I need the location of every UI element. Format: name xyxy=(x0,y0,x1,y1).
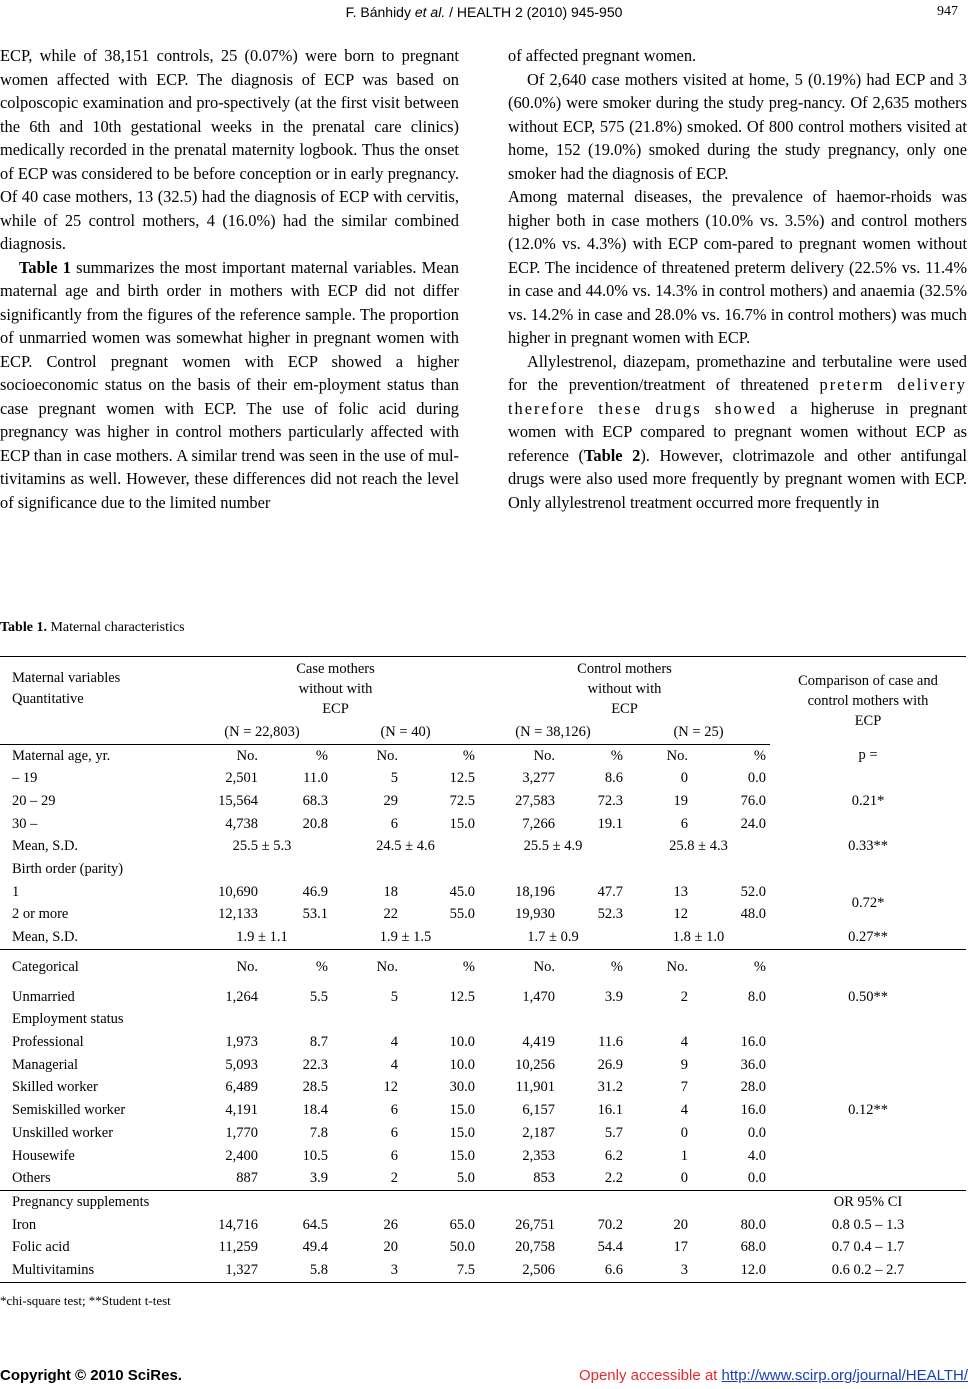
table-cell: 28.0 xyxy=(740,1079,766,1096)
left-paragraph-1: ECP, while of 38,151 controls, 25 (0.07%) were born to pregnant women affected with ECP. The diagnosis of ECP was based on colposcopic examination and pro-spectively (at the first visit between the 6th and 10th gestational weeks in the prenatal care clinics) medically recorded in the prenatal maternity logbook. Thus the onset of ECP was considered to be before conception or in early pregnancy. Of 40 case mothers, 13 (32.5) had the diagnosis of ECP with cervitis, while of 25 control mothers, 4 (16.0%) had the similar combined diagnosis. xyxy=(0,46,459,253)
table-cell: 76.0 xyxy=(740,792,766,809)
table-cell: 52.0 xyxy=(740,883,766,900)
row-label: Iron xyxy=(12,1216,37,1233)
header-case-line1: Case mothers xyxy=(296,661,375,677)
table-cell: 6.2 xyxy=(604,1147,623,1164)
table-cell: 0 xyxy=(680,1170,688,1187)
table-cell: 5 xyxy=(390,988,398,1005)
table-cell: 8.0 xyxy=(747,988,766,1005)
table-cell: 1,327 xyxy=(192,1259,262,1282)
table-cell: 18,196 xyxy=(515,883,555,900)
table-cell: 19.1 xyxy=(597,815,623,832)
empty-cell xyxy=(770,767,966,790)
table-cell: 14,716 xyxy=(218,1216,258,1233)
mean-sd: 1.8 ± 1.0 xyxy=(672,929,725,946)
row-label: Semiskilled worker xyxy=(12,1102,126,1119)
journal-link[interactable]: http://www.scirp.org/journal/HEALTH/ xyxy=(721,1367,968,1384)
table-cell: 2,187 xyxy=(522,1124,555,1141)
table-cell: 15.0 xyxy=(449,815,475,832)
table-cell: 1,470 xyxy=(522,988,555,1005)
table-cell: 6,489 xyxy=(225,1079,258,1096)
table-cell: 3,277 xyxy=(522,770,555,787)
table-cell: 20 xyxy=(383,1239,398,1256)
parity-mean-row xyxy=(0,926,966,949)
table-cell: 2 xyxy=(680,988,688,1005)
right-paragraph-3 xyxy=(508,350,967,515)
table-cell: 3.9 xyxy=(604,988,623,1005)
title-prefix: F. Bánhidy xyxy=(345,4,415,20)
table-cell: 3.9 xyxy=(309,1170,328,1187)
header-comp-line1: Comparison of case and xyxy=(798,672,938,689)
supplement-row xyxy=(0,1236,966,1259)
employment-label: Employment status xyxy=(12,1011,124,1028)
parity-p-value: 0.72* xyxy=(851,895,885,911)
table-cell: No. xyxy=(533,747,555,764)
age-p-value: 0.21* xyxy=(851,792,885,809)
table-cell: 29 xyxy=(383,792,398,809)
table-cell: 5.7 xyxy=(604,1124,623,1141)
table-cell: 49.4 xyxy=(302,1239,328,1256)
age-mean-row xyxy=(0,835,966,858)
n-control-without: (N = 38,126) xyxy=(479,721,627,744)
row-label: Others xyxy=(12,1170,51,1187)
table-cell: 5.8 xyxy=(262,1259,332,1282)
table-cell: 16.0 xyxy=(740,1034,766,1051)
table-cell: 68.3 xyxy=(302,792,328,809)
parity-row xyxy=(0,881,966,904)
table-cell: % xyxy=(753,747,766,764)
table-cell: 68.0 xyxy=(740,1239,766,1256)
p-value: 0.27** xyxy=(848,929,888,946)
table-cell: 46.9 xyxy=(302,883,328,900)
employment-p-value: 0.12** xyxy=(848,1102,888,1119)
table-cell: 27,583 xyxy=(515,792,555,809)
table-cell: 10,256 xyxy=(515,1056,555,1073)
table-cell: 72.3 xyxy=(597,792,623,809)
table-cell: 5 xyxy=(390,770,398,787)
table-cell: 4 xyxy=(390,1034,398,1051)
table-cell: 18.4 xyxy=(302,1102,328,1119)
header-comp-line2: control mothers with xyxy=(807,692,929,709)
table-cell: No. xyxy=(627,949,692,986)
table-cell: 4 xyxy=(680,1102,688,1119)
employment-row xyxy=(0,1031,966,1054)
table-cell: 0.0 xyxy=(747,1170,766,1187)
table-cell: 53.1 xyxy=(302,906,328,923)
table-cell: 45.0 xyxy=(449,883,475,900)
n-empty xyxy=(0,721,192,744)
header-comparison xyxy=(770,657,966,745)
table-cell: 10.0 xyxy=(449,1034,475,1051)
table-cell: 6 xyxy=(390,1147,398,1164)
table-reference: Table 1 xyxy=(19,257,71,277)
n-case-with: (N = 40) xyxy=(332,721,479,744)
caption-label: Table 1. xyxy=(0,620,47,635)
table-cell: 2,400 xyxy=(225,1147,258,1164)
table-cell: 18 xyxy=(383,883,398,900)
header-control-line1: Control mothers xyxy=(577,661,672,677)
table-cell: 6,157 xyxy=(522,1102,555,1119)
table-cell: 19 xyxy=(673,792,688,809)
row-label: Housewife xyxy=(12,1147,75,1164)
table-cell: 4 xyxy=(680,1034,688,1051)
unmarried-p-value: 0.50** xyxy=(848,988,888,1005)
table-cell: 5,093 xyxy=(225,1056,258,1073)
mean-sd: 25.8 ± 4.3 xyxy=(669,838,728,855)
p-value-header: p = xyxy=(858,747,878,764)
table-2-reference: Table 2 xyxy=(583,445,641,465)
table-cell: 24.0 xyxy=(740,815,766,832)
row-label: Managerial xyxy=(12,1056,79,1073)
p3-part-b: higheruse in pregnant women with ECP compared to pregnant women without ECP as reference ( xyxy=(508,398,967,465)
table-cell: 30.0 xyxy=(449,1079,475,1096)
table-cell: 3 xyxy=(332,1259,402,1282)
table-cell: 55.0 xyxy=(449,906,475,923)
supplement-row xyxy=(0,1214,966,1237)
table-cell: 31.2 xyxy=(597,1079,623,1096)
table-cell: 17 xyxy=(673,1239,688,1256)
header-control-line2: without with xyxy=(587,681,662,697)
row-label: Multivitamins xyxy=(0,1259,192,1282)
table-cell: 54.4 xyxy=(597,1239,623,1256)
table-cell: 9 xyxy=(680,1056,688,1073)
table-cell: 11.6 xyxy=(598,1034,623,1051)
table-cell: No. xyxy=(192,949,262,986)
header-case-line3: ECP xyxy=(322,701,349,717)
table-cell: 2.2 xyxy=(604,1170,623,1187)
table-cell: 4 xyxy=(390,1056,398,1073)
title-suffix: / HEALTH 2 (2010) 945-950 xyxy=(445,4,623,20)
table-cell: No. xyxy=(479,949,559,986)
table-cell: 6 xyxy=(390,1102,398,1119)
table-cell: % xyxy=(315,747,328,764)
table-cell: 11,901 xyxy=(515,1079,555,1096)
table-cell: 7,266 xyxy=(522,815,555,832)
table-cell: 16.1 xyxy=(597,1102,623,1119)
table-cell: 5.5 xyxy=(309,988,328,1005)
table-cell: 4.0 xyxy=(747,1147,766,1164)
table-cell: 853 xyxy=(533,1170,555,1187)
row-label: 20 – 29 xyxy=(12,792,56,809)
mean-sd: 1.9 ± 1.1 xyxy=(236,929,288,946)
quant-header-row xyxy=(0,744,966,767)
table-cell: 19,930 xyxy=(515,906,555,923)
table-cell: 8.6 xyxy=(604,770,623,787)
table-cell: 12 xyxy=(383,1079,398,1096)
title-italic: et al. xyxy=(414,4,446,20)
table-cell: 26 xyxy=(383,1216,398,1233)
header-comp-line3: ECP xyxy=(854,712,882,729)
row-label: Professional xyxy=(12,1034,84,1051)
table-cell: % xyxy=(262,949,332,986)
table-cell: 11.0 xyxy=(303,770,328,787)
supplements-label: Pregnancy supplements xyxy=(0,1191,192,1214)
copyright: Copyright © 2010 SciRes. xyxy=(0,1367,182,1384)
table-cell: 1,264 xyxy=(225,988,258,1005)
table-cell: 13 xyxy=(673,883,688,900)
p3-spaced: preterm delivery therefore these drugs showed a xyxy=(508,375,967,418)
n-control-with: (N = 25) xyxy=(627,721,770,744)
p3-part-a: Allylestrenol, diazepam, promethazine and terbutaline were used for the prevention/treatment of threatened xyxy=(508,351,967,394)
row-label: 2 or more xyxy=(12,906,69,923)
table-cell: 0 xyxy=(680,1124,688,1141)
table-cell: 4,738 xyxy=(225,815,258,832)
table-cell: 48.0 xyxy=(740,906,766,923)
table-cell: 6.6 xyxy=(559,1259,627,1282)
running-title xyxy=(0,4,968,20)
p-value: 0.33** xyxy=(848,838,888,855)
table-cell: 20,758 xyxy=(515,1239,555,1256)
table-cell: 7.5 xyxy=(402,1259,479,1282)
table-cell: 11,259 xyxy=(218,1239,258,1256)
table-cell: 50.0 xyxy=(449,1239,475,1256)
left-paragraph-2-text: summarizes the most important maternal variables. Mean maternal age and birth order in mothers with ECP did not differ significantly from the figures of the reference sample. The proportion of unmarried women was somewhat higher in pregnant women with ECP. Control pregnant women with ECP showed a higher socioeconomic status on the basis of their em-ployment status than case pregnant women with ECP. The use of folic acid during pregnancy was higher in control mothers particularly affected with ECP than in case mothers. A similar trend was seen in the use of mul-tivitamins as well. However, these differences did not reach the level of significance due to the limited number xyxy=(0,257,459,512)
open-access-text: Openly accessible at xyxy=(578,1367,722,1384)
table-cell: 12.5 xyxy=(449,770,475,787)
table-cell: 6 xyxy=(390,1124,398,1141)
mean-sd: 1.7 ± 0.9 xyxy=(527,929,579,946)
table-cell: 72.5 xyxy=(449,792,475,809)
table-cell: 2 xyxy=(390,1170,398,1187)
categorical-header-row xyxy=(0,949,966,986)
table-cell: 12.0 xyxy=(692,1259,770,1282)
right-column xyxy=(508,44,967,514)
row-label: 30 – xyxy=(12,815,38,832)
right-paragraph-1: Of 2,640 case mothers visited at home, 5 (0.19%) had ECP and 3 (60.0%) were smoker during the study preg-nancy. Of 2,635 mothers without ECP, 575 (21.8%) smoked. Of 800 control mothers visited at home, 152 (19.0%) smoked during the study pregnancy, only one smoker had the diagnosis of ECP. xyxy=(508,69,967,183)
table-cell: 12 xyxy=(673,906,688,923)
table-cell: 10,690 xyxy=(218,883,258,900)
header-case-line2: without with xyxy=(298,681,373,697)
p3-part-c: ). However, clotrimazole and other antifungal drugs were also used more frequently by pregnant women with ECP. Only allylestrenol treatment occurred more frequently in xyxy=(508,445,967,512)
header-var-line2: Quantitative xyxy=(12,691,84,707)
table-cell: 22.3 xyxy=(302,1056,328,1073)
table-cell: 70.2 xyxy=(597,1216,623,1233)
table-cell: 7 xyxy=(680,1079,688,1096)
header-var-line1: Maternal variables xyxy=(12,670,121,686)
table-cell: 26,751 xyxy=(515,1216,555,1233)
table-cell: 1,973 xyxy=(225,1034,258,1051)
table-cell: % xyxy=(610,747,623,764)
n-case-without: (N = 22,803) xyxy=(192,721,332,744)
empty-cell xyxy=(770,949,966,986)
table-cell: 15.0 xyxy=(449,1124,475,1141)
table-cell: 7.8 xyxy=(309,1124,328,1141)
table-cell: 12,133 xyxy=(218,906,258,923)
table-cell: 1 xyxy=(680,1147,688,1164)
parity-label-row xyxy=(0,858,966,881)
table-cell: 2,353 xyxy=(522,1147,555,1164)
table-cell: 65.0 xyxy=(449,1216,475,1233)
table-cell: 4,419 xyxy=(522,1034,555,1051)
caption-text: Maternal characteristics xyxy=(46,620,185,635)
table-footnote: *chi-square test; **Student t-test xyxy=(0,1293,171,1308)
table-cell: 2,501 xyxy=(225,770,258,787)
row-label: 1 xyxy=(12,883,20,900)
empty-cell xyxy=(192,1191,770,1214)
empty-cell xyxy=(192,858,966,881)
age-row xyxy=(0,813,966,836)
table-cell: 26.9 xyxy=(597,1056,623,1073)
table-cell: 0.0 xyxy=(747,770,766,787)
supplements-label-row xyxy=(0,1191,966,1214)
table-cell: 15,564 xyxy=(218,792,258,809)
open-access-note xyxy=(579,1367,968,1384)
table-cell: 52.3 xyxy=(597,906,623,923)
table-cell: 12.5 xyxy=(449,988,475,1005)
age-row xyxy=(0,767,966,790)
right-paragraph-2: Among maternal diseases, the prevalence of haemor-rhoids was higher both in case mothers (10.0% vs. 3.5%) and control mothers (12.0% vs. 4.3%) with ECP com-pared to pregnant women without ECP. The incidence of threatened preterm delivery (22.5% vs. 11.4% in case and 44.0% vs. 14.3% in control mothers) and anaemia (32.5% vs. 14.2% in case and 28.0% vs. 16.7% in control mothers) was much higher in pregnant women with ECP. xyxy=(508,187,967,347)
table-cell: 80.0 xyxy=(740,1216,766,1233)
row-label: Unskilled worker xyxy=(12,1124,114,1141)
table-cell: 20.8 xyxy=(302,815,328,832)
row-label: Categorical xyxy=(0,949,192,986)
table-cell: 0.0 xyxy=(747,1124,766,1141)
table-cell: 2,506 xyxy=(479,1259,559,1282)
table-cell: % xyxy=(692,949,770,986)
empty-cell xyxy=(770,813,966,836)
table-cell: 6 xyxy=(390,815,398,832)
table-cell: No. xyxy=(236,747,258,764)
mean-sd: 1.9 ± 1.5 xyxy=(379,929,432,946)
table-cell: 28.5 xyxy=(302,1079,328,1096)
or-ci-value: 0.7 0.4 – 1.7 xyxy=(831,1239,905,1256)
table-cell: % xyxy=(402,949,479,986)
table-cell: 1,770 xyxy=(225,1124,258,1141)
header-control-mothers xyxy=(479,657,770,722)
table-cell: 0 xyxy=(680,770,688,787)
header-control-line3: ECP xyxy=(611,701,638,717)
right-paragraph-0: of affected pregnant women. xyxy=(508,46,697,65)
row-label: Mean, S.D. xyxy=(12,838,79,855)
header-case-mothers xyxy=(192,657,479,722)
mean-sd: 25.5 ± 4.9 xyxy=(523,838,583,855)
table-cell: 20 xyxy=(673,1216,688,1233)
table-cell: 15.0 xyxy=(449,1102,475,1119)
left-paragraph-2 xyxy=(0,256,459,515)
table-cell: No. xyxy=(666,747,688,764)
table-cell: 16.0 xyxy=(740,1102,766,1119)
table-cell: 10.5 xyxy=(302,1147,328,1164)
row-label: Unmarried xyxy=(12,988,75,1005)
supplement-row xyxy=(0,1259,966,1282)
row-label: Maternal age, yr. xyxy=(12,747,111,764)
header-variables xyxy=(0,657,192,722)
employment-label-row xyxy=(0,1009,966,1032)
or-ci-value: 0.8 0.5 – 1.3 xyxy=(831,1216,905,1233)
table-cell: 3 xyxy=(627,1259,692,1282)
table-cell: No. xyxy=(332,949,402,986)
age-row xyxy=(0,790,966,813)
table-cell: % xyxy=(462,747,475,764)
mean-sd: 24.5 ± 4.6 xyxy=(376,838,435,855)
mean-sd: 25.5 ± 5.3 xyxy=(232,838,292,855)
empty-cell xyxy=(192,1009,966,1032)
table-cell: 8.7 xyxy=(309,1034,328,1051)
table-cell: 887 xyxy=(236,1170,258,1187)
row-label: – 19 xyxy=(12,770,38,787)
parity-label: Birth order (parity) xyxy=(12,860,124,877)
table-cell: 64.5 xyxy=(302,1216,328,1233)
table-caption xyxy=(0,620,185,636)
table-cell: No. xyxy=(376,747,398,764)
table-cell: 6 xyxy=(680,815,688,832)
maternal-characteristics-table xyxy=(0,656,966,1283)
table-cell: 15.0 xyxy=(449,1147,475,1164)
table-header-row xyxy=(0,657,966,722)
row-label: Skilled worker xyxy=(12,1079,98,1096)
left-column xyxy=(0,44,459,514)
or-ci-header: OR 95% CI xyxy=(770,1191,966,1214)
row-label: Mean, S.D. xyxy=(12,929,79,946)
table-cell: 4,191 xyxy=(225,1102,258,1119)
table-cell: 10.0 xyxy=(449,1056,475,1073)
table-cell: 47.7 xyxy=(597,883,623,900)
table-cell: 36.0 xyxy=(740,1056,766,1073)
table-cell: % xyxy=(559,949,627,986)
or-ci-value: 0.6 0.2 – 2.7 xyxy=(770,1259,966,1282)
row-label: Folic acid xyxy=(12,1239,70,1256)
table-cell: 22 xyxy=(383,906,398,923)
page-number: 947 xyxy=(937,4,958,19)
unmarried-row xyxy=(0,986,966,1009)
table-cell: 5.0 xyxy=(456,1170,475,1187)
